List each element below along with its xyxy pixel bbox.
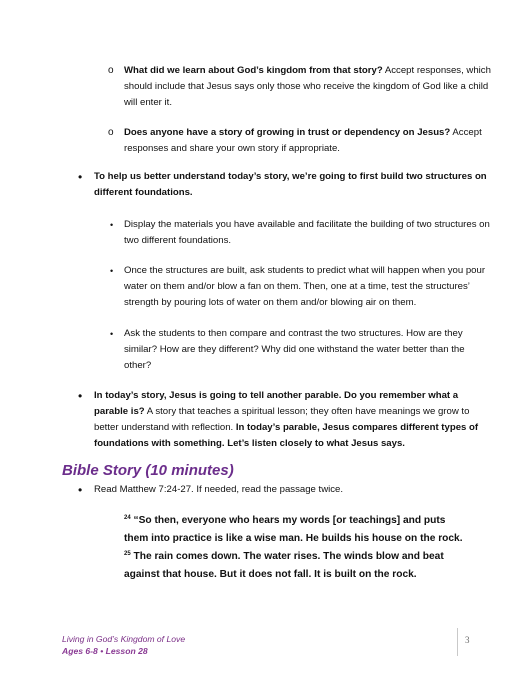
discussion-item-1 (124, 63, 494, 111)
parable-definition: A story that teaches a spiritual lesson; they often have meanings we grow to better understand with reflection. (94, 406, 470, 433)
build-lead-text: To help us better understand today’s story, we’re going to first build two structures on different foundations. (94, 171, 487, 198)
bullet-marker: • (78, 170, 83, 184)
question-text: What did we learn about God’s kingdom from that story? (124, 65, 383, 76)
answer-text: Accept responses and share your own story if appropriate. (124, 127, 482, 154)
verse-text: “So then, everyone who hears my words [or teachings] and puts them into practice is like a wise man. He builds his house on the rock. (124, 515, 463, 544)
verse-number: 25 (124, 551, 131, 557)
verse-number: 24 (124, 515, 131, 521)
parable-question: In today’s story, Jesus is going to tell another parable. Do you remember what a parable is? (94, 390, 459, 417)
build-step-1: Display the materials you have available and facilitate the building of two structures on two different foundations. (124, 219, 490, 246)
footer-divider (457, 628, 458, 656)
question-text: Does anyone have a story of growing in trust or dependency on Jesus? (124, 127, 451, 138)
footer (62, 633, 185, 657)
build-step-3: Ask the students to then compare and contrast the two structures. How are they similar? How are they different? Why did one withstand the water better than the other? (124, 328, 465, 371)
bullet-marker: • (78, 389, 83, 403)
bullet-marker: • (78, 483, 83, 497)
discussion-item-2 (124, 125, 494, 157)
answer-text: Accept responses, which should include that Jesus says only those who receive the kingdom of God like a child will enter it. (124, 65, 491, 108)
section-heading: Bible Story (10 minutes) (62, 462, 234, 479)
sub-bullet-marker: o (108, 65, 114, 76)
build-step-2: Once the structures are built, ask students to predict what will happen when you pour water on them and/or blow a fan on them. Then, one at a time, test the structures’ strength by pouring lots of water on them and/or blowing air on them. (124, 265, 486, 308)
scripture-quote (124, 512, 469, 584)
parable-intro (94, 388, 494, 452)
bullet-marker: • (110, 329, 114, 339)
footer-title: Living in God’s Kingdom of Love (62, 634, 186, 644)
reading-instruction: Read Matthew 7:24-27. If needed, read the passage twice. (94, 484, 344, 495)
build-intro (94, 169, 494, 201)
bullet-marker: • (110, 266, 114, 276)
verse-text: The rain comes down. The water rises. The winds blow and beat against that house. But it does not fall. It is built on the rock. (124, 551, 444, 580)
footer-subtitle: Ages 6-8 • Lesson 28 (62, 646, 148, 656)
sub-bullet-marker: o (108, 127, 114, 138)
bullet-marker: • (110, 220, 114, 230)
parable-compare: In today’s parable, Jesus compares different types of foundations with something. Let’s listen closely to what Jesus says. (94, 422, 479, 449)
page-number: 3 (465, 635, 470, 645)
